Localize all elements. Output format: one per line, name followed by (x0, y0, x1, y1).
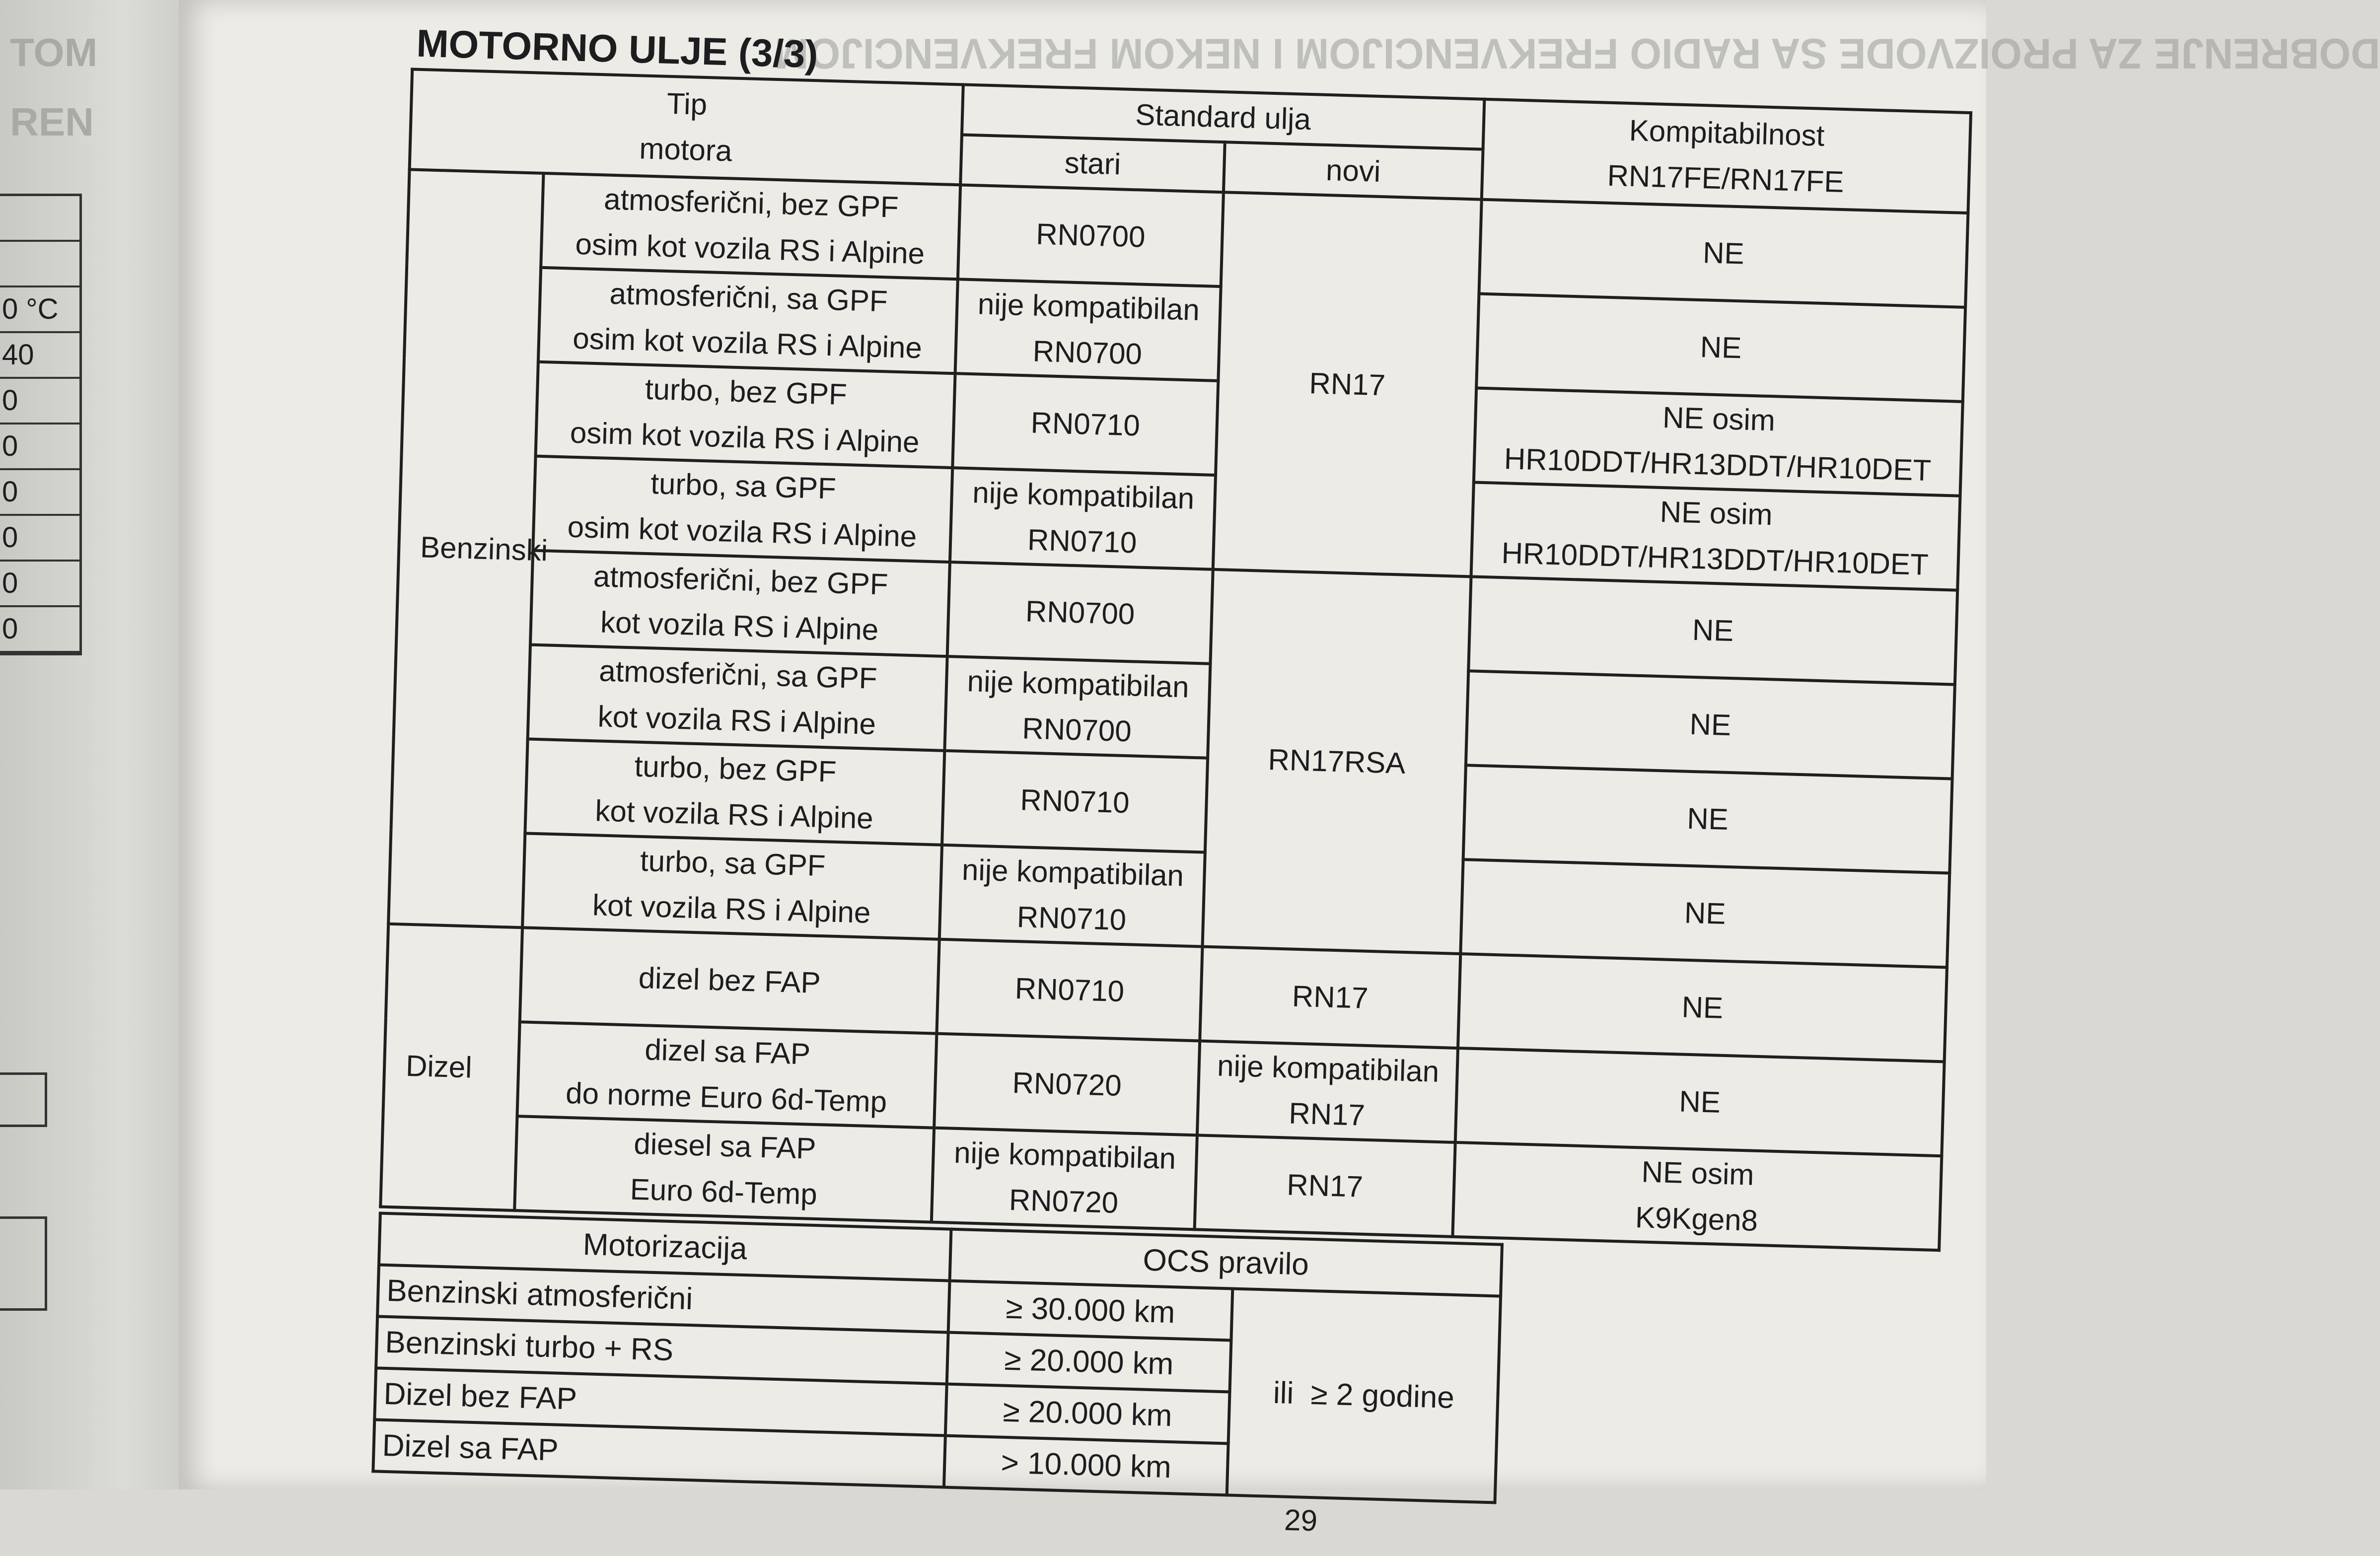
left-page-box (0, 1072, 47, 1127)
bleed-through-text: DOBRENJE ZA PROIZVODE SA RADIO FREKVENCIJOM I NEKOM FREKVENCIJOM (775, 29, 2380, 77)
engine-cell: atmosferični, bez GPF osim kot vozila RS i Alpine (541, 173, 960, 279)
engine-cell: turbo, sa GPF kot vozila RS i Alpine (522, 833, 942, 939)
new-standard-cell: RN17 (1195, 1135, 1455, 1236)
compatibility-cell: NE osim HR10DDT/HR13DDT/HR10DET (1474, 388, 1963, 496)
left-page (0, 0, 179, 1489)
engine-cell: atmosferični, sa GPF kot vozila RS i Alpine (528, 645, 947, 751)
manual-page (179, 0, 2380, 1538)
compatibility-cell: NE (1468, 576, 1957, 684)
old-standard-cell: nije kompatibilan RN0700 (944, 656, 1210, 758)
engine-cell: dizel sa FAP do norme Euro 6d-Temp (517, 1022, 937, 1128)
motorization-cell: Dizel sa FAP (373, 1419, 945, 1487)
left-cell (0, 196, 79, 242)
compatibility-cell: NE osim K9Kgen8 (1452, 1142, 1942, 1250)
engine-cell: turbo, bez GPF osim kot vozila RS i Alpine (536, 362, 955, 468)
left-cell (0, 242, 79, 287)
distance-cell: > 10.000 km (944, 1435, 1228, 1495)
left-cell: 0 (0, 379, 79, 424)
header-old-standard: stari (960, 135, 1225, 192)
old-standard-cell: RN0710 (942, 751, 1208, 852)
old-standard-cell: nije kompatibilan RN0710 (950, 468, 1216, 569)
header-engine-type: Tip motora (410, 69, 963, 185)
engine-cell: turbo, sa GPF osim kot vozila RS i Alpine (533, 456, 952, 562)
header-motorization: Motorizacija (379, 1213, 951, 1281)
header-new-standard: novi (1224, 142, 1483, 199)
header-ocs-rule: OCS pravilo (950, 1229, 1502, 1296)
old-standard-cell: RN0720 (934, 1034, 1200, 1135)
engine-cell: atmosferični, bez GPF kot vozila RS i Alpine (530, 551, 950, 656)
compatibility-cell: NE (1479, 200, 1968, 307)
distance-cell: ≥ 20.000 km (947, 1333, 1231, 1392)
old-standard-cell: RN0700 (947, 562, 1213, 664)
left-cell: 0 (0, 470, 79, 516)
page-number: 29 (1284, 1503, 1318, 1538)
compatibility-cell: NE (1460, 859, 1949, 967)
left-ghost-text: REN (10, 100, 94, 144)
compatibility-cell: NE (1476, 294, 1965, 402)
left-cell: 0 (0, 516, 79, 562)
category-diesel: Dizel (380, 924, 522, 1210)
old-standard-cell: nije kompatibilan RN0700 (955, 279, 1221, 381)
engine-cell: atmosferični, sa GPF osim kot vozila RS i Alpine (538, 268, 958, 373)
left-page-table (0, 194, 82, 655)
left-page-box (0, 1216, 47, 1311)
compatibility-cell: NE (1463, 765, 1952, 873)
left-ghost-text: TOM (10, 30, 98, 74)
new-standard-cell: RN17 (1200, 947, 1460, 1048)
engine-oil-table (379, 68, 1972, 1252)
compatibility-cell: NE (1458, 954, 1947, 1061)
old-standard-cell: RN0710 (937, 939, 1202, 1041)
header-oil-standard: Standard ulja (962, 84, 1484, 149)
left-cell: 0 (0, 562, 79, 607)
compatibility-cell: NE osim HR10DDT/HR13DDT/HR10DET (1471, 482, 1960, 590)
left-cell: 0 (0, 424, 79, 470)
new-standard-cell: RN17RSA (1203, 569, 1471, 954)
compatibility-cell: NE (1455, 1048, 1945, 1156)
engine-cell: diesel sa FAP Euro 6d-Temp (514, 1116, 934, 1222)
left-cell: 0 (0, 607, 79, 653)
page-content (346, 20, 2000, 1538)
distance-cell: ≥ 20.000 km (945, 1384, 1230, 1444)
left-cell: 40 (0, 333, 79, 379)
engine-cell: dizel bez FAP (520, 927, 939, 1033)
new-standard-cell: RN17 (1213, 192, 1482, 576)
motorization-cell: Benzinski atmosferični (377, 1265, 949, 1333)
ocs-rule-table (371, 1211, 1504, 1504)
old-standard-cell: nije kompatibilan RN0720 (932, 1128, 1197, 1230)
motorization-cell: Benzinski turbo + RS (376, 1316, 948, 1384)
category-petrol: Benzinski (388, 169, 543, 927)
compatibility-cell: NE (1466, 671, 1955, 778)
engine-cell: turbo, bez GPF kot vozila RS i Alpine (525, 739, 944, 845)
new-standard-cell: nije kompatibilan RN17 (1197, 1041, 1458, 1142)
period-cell: ili ≥ 2 godine (1227, 1289, 1501, 1503)
header-compatibility: Kompitabilnost RN17FE/RN17FE (1482, 99, 1971, 213)
old-standard-cell: RN0710 (952, 373, 1218, 475)
page-title: MOTORNO ULJE (3/3) (416, 21, 819, 76)
old-standard-cell: RN0700 (958, 185, 1224, 286)
motorization-cell: Dizel bez FAP (374, 1368, 946, 1435)
distance-cell: ≥ 30.000 km (948, 1281, 1233, 1341)
left-cell: 0 °C (0, 287, 79, 333)
old-standard-cell: nije kompatibilan RN0710 (939, 845, 1205, 947)
